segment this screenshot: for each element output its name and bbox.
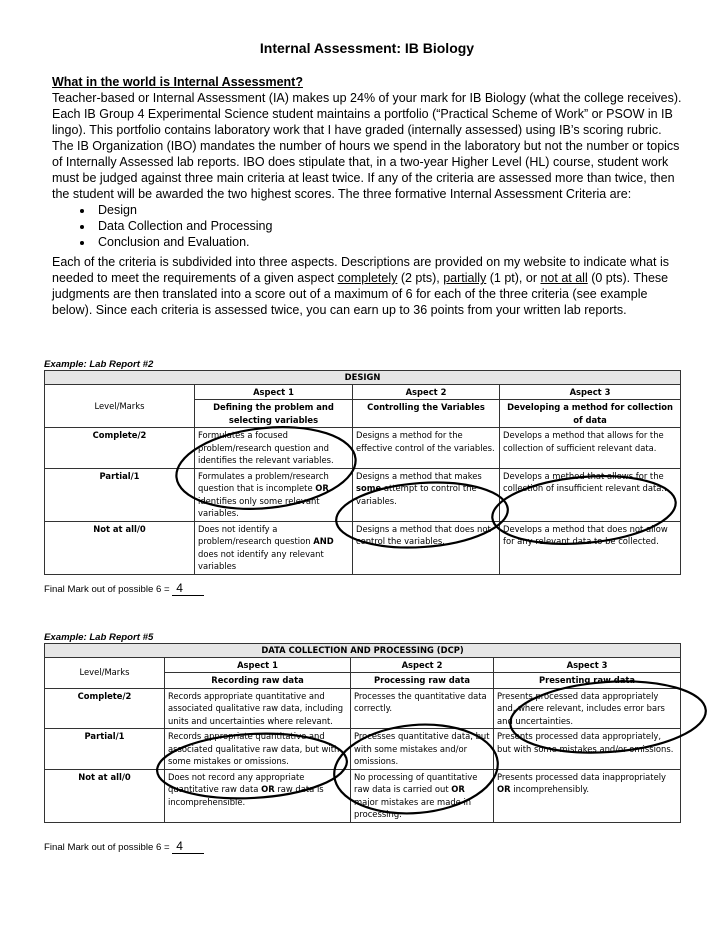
- text-run: (2 pts),: [397, 271, 444, 285]
- example-label: Example: Lab Report #2: [44, 359, 154, 370]
- level-cell: Partial/1: [45, 729, 165, 770]
- final-mark-label: Final Mark out of possible 6 =: [44, 841, 170, 853]
- cell-text: Designs a method that makes: [356, 470, 482, 481]
- aspect-header: Aspect 1: [195, 384, 353, 400]
- cell-text-emphasis: OR: [497, 784, 511, 794]
- cell-text: Does not identify a problem/research question: [198, 523, 314, 546]
- dcp-rubric-table: [44, 643, 681, 823]
- scoring-paragraph: [52, 254, 682, 318]
- level-cell: Not at all/0: [45, 769, 165, 822]
- design-rubric-table: [44, 370, 681, 575]
- rubric-cell: Records appropriate quantitative and associated qualitative raw data, but with some mistakes or omissions.: [165, 729, 351, 770]
- list-item: • Data Collection and Processing: [94, 218, 682, 234]
- final-mark-line: [44, 581, 681, 596]
- cell-text: identifies only some relevant variables.: [198, 495, 320, 518]
- aspect-header: Aspect 1: [165, 657, 351, 673]
- rubric-cell: Formulates a focused problem/research question and identifies the relevant variables.: [195, 428, 353, 469]
- example-1: [44, 357, 681, 596]
- rubric-cell: Designs a method that does not control the variables.: [353, 521, 500, 574]
- underlined-not-at-all: not at all: [540, 271, 588, 285]
- aspect-title: Recording raw data: [165, 673, 351, 689]
- cell-text-emphasis: OR: [261, 784, 275, 794]
- section-heading: What in the world is Internal Assessment?: [52, 75, 303, 89]
- cell-text: Presents processed data inappropriately: [497, 771, 667, 782]
- cell-text: raw data is incomprehensible.: [168, 784, 324, 807]
- text-run: (0 pts). These judgments are then translated into a score out of a maximum of 6 for each of the three criteria (see example below). Since each criteria is assessed twice, you can earn up to 36 points from your written lab reports.: [52, 271, 669, 317]
- rubric-cell: Develops a method that allows for the collection of sufficient relevant data.: [500, 428, 681, 469]
- table-row: [45, 468, 681, 521]
- page-title: Internal Assessment: IB Biology: [259, 40, 475, 56]
- underlined-partially: partially: [443, 271, 487, 285]
- cell-text: incomprehensibly.: [510, 784, 590, 794]
- final-mark-value: 4: [172, 581, 204, 596]
- cell-text: Formulates a problem/research question that is incomplete: [198, 470, 329, 493]
- list-item: • Design: [94, 202, 682, 218]
- cell-text-emphasis: AND: [313, 536, 334, 546]
- aspect-header: Aspect 3: [500, 384, 681, 400]
- final-mark-label: Final Mark out of possible 6 =: [44, 583, 170, 595]
- text-run: Each of the criteria is subdivided into three aspects. Descriptions are provided on my website to indicate what is needed to meet the requirements of a given aspect: [52, 255, 669, 285]
- rubric-cell: Develops a method that does not allow for any relevant data to be collected.: [500, 521, 681, 574]
- text-run: (1 pt), or: [486, 271, 541, 285]
- cell-text: major mistakes are made in processing.: [354, 796, 472, 819]
- level-cell: Partial/1: [45, 468, 195, 521]
- table-header: DESIGN: [45, 371, 681, 385]
- cell-text-emphasis: OR: [451, 784, 465, 794]
- cell-text: attempt to control the variables.: [356, 483, 477, 506]
- list-item: • Conclusion and Evaluation.: [94, 234, 682, 250]
- rubric-cell: [351, 769, 494, 822]
- cell-text-emphasis: some: [356, 483, 382, 493]
- aspect-title: Presenting raw data: [494, 673, 681, 689]
- aspect-header: Aspect 2: [353, 384, 500, 400]
- table-row: [45, 729, 681, 770]
- cell-text: does not identify any relevant variables: [198, 548, 324, 571]
- table-row: [45, 688, 681, 729]
- table-row: [45, 769, 681, 822]
- rubric-cell: Processes the quantitative data correctly.: [351, 688, 494, 729]
- rubric-cell: Presents processed data appropriately, but with some mistakes and/or omissions.: [494, 729, 681, 770]
- level-cell: Complete/2: [45, 428, 195, 469]
- example-label: Example: Lab Report #5: [44, 632, 154, 643]
- aspect-title: Developing a method for collection of data: [500, 400, 681, 428]
- level-marks-header: Level/Marks: [45, 657, 165, 688]
- aspect-title: Controlling the Variables: [353, 400, 500, 428]
- criteria-list: [52, 202, 682, 250]
- aspect-title: Processing raw data: [351, 673, 494, 689]
- example-2: [44, 630, 681, 854]
- final-mark-value: 4: [172, 839, 204, 854]
- document-page: [52, 40, 682, 318]
- rubric-cell: [165, 769, 351, 822]
- level-marks-header: Level/Marks: [45, 384, 195, 428]
- final-mark-line: [44, 839, 681, 854]
- rubric-cell: Develops a method that allows for the collection of insufficient relevant data..: [500, 468, 681, 521]
- cell-text: Does not record any appropriate quantitative raw data: [168, 771, 305, 794]
- rubric-cell: [195, 468, 353, 521]
- aspect-header: Aspect 2: [351, 657, 494, 673]
- rubric-cell: [195, 521, 353, 574]
- rubric-cell: Processes quantitative data, but with some mistakes and/or omissions.: [351, 729, 494, 770]
- aspect-title: Defining the problem and selecting variables: [195, 400, 353, 428]
- aspect-header: Aspect 3: [494, 657, 681, 673]
- rubric-cell: [353, 468, 500, 521]
- intro-paragraph: Teacher-based or Internal Assessment (IA) makes up 24% of your mark for IB Biology (what the college receives). Each IB Group 4 Experimental Science student maintains a portfolio (“Practical Scheme of Work” or PSOW in IB lingo). This portfolio contains laboratory work that I have graded (internally assessed) using IB’s scoring rubric. The IB Organization (IBO) mandates the number of hours we spend in the laboratory but not the number or topics of Internally Assessed lab reports. IBO does stipulate that, in a two-year Higher Level (HL) course, student work must be judged against three main criteria at least twice. If any of the criteria are assessed more than twice, then the student will be awarded the two highest scores. The three formative Internal Assessment Criteria are:: [52, 91, 682, 201]
- rubric-cell: [494, 769, 681, 822]
- level-cell: Not at all/0: [45, 521, 195, 574]
- cell-text: No processing of quantitative raw data is carried out: [354, 771, 478, 794]
- rubric-cell: Presents processed data appropriately and, where relevant, includes error bars and uncertainties.: [494, 688, 681, 729]
- rubric-cell: Designs a method for the effective control of the variables.: [353, 428, 500, 469]
- level-cell: Complete/2: [45, 688, 165, 729]
- cell-text-emphasis: OR: [315, 483, 329, 493]
- underlined-completely: completely: [337, 271, 398, 285]
- table-row: [45, 521, 681, 574]
- table-row: [45, 428, 681, 469]
- table-header: DATA COLLECTION AND PROCESSING (DCP): [45, 644, 681, 658]
- rubric-cell: Records appropriate quantitative and associated qualitative raw data, including units and uncertainties where relevant.: [165, 688, 351, 729]
